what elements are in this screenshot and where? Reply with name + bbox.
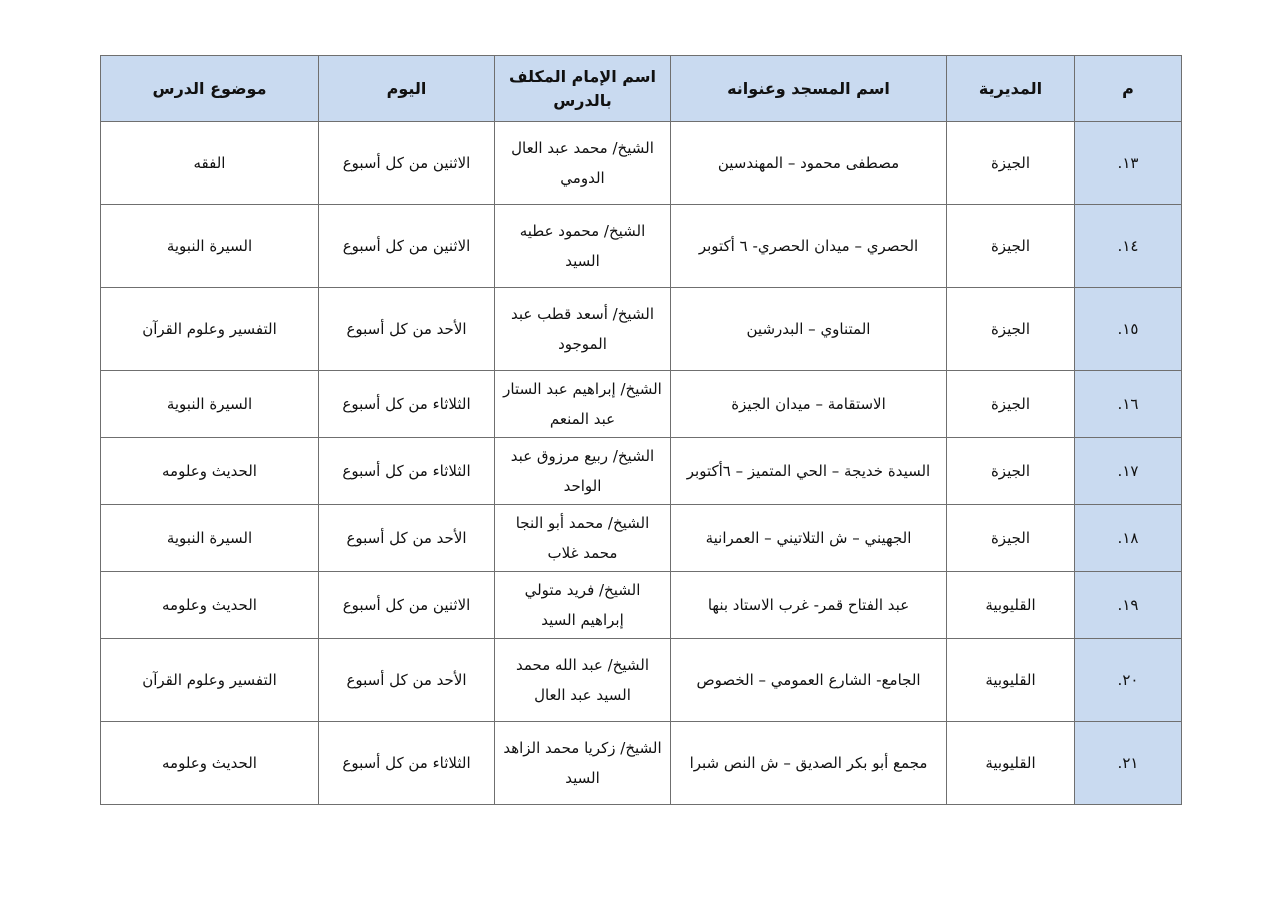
topic-cell: الحديث وعلومه	[101, 438, 319, 505]
header-topic: موضوع الدرس	[101, 56, 319, 122]
imam-cell: الشيخ/ محمود عطيه السيد	[495, 205, 671, 288]
mosque-cell: السيدة خديجة – الحي المتميز – ٦أكتوبر	[671, 438, 947, 505]
row-number: ١٩.	[1075, 572, 1182, 639]
row-number: ١٣.	[1075, 122, 1182, 205]
topic-cell: السيرة النبوية	[101, 505, 319, 572]
row-number: ١٨.	[1075, 505, 1182, 572]
imam-cell: الشيخ/ زكريا محمد الزاهد السيد	[495, 722, 671, 805]
lessons-sheet	[100, 55, 1181, 805]
topic-cell: السيرة النبوية	[101, 371, 319, 438]
row-number: ٢٠.	[1075, 639, 1182, 722]
day-cell: الاثنين من كل أسبوع	[319, 205, 495, 288]
imam-cell: الشيخ/ محمد عبد العال الدومي	[495, 122, 671, 205]
topic-cell: السيرة النبوية	[101, 205, 319, 288]
row-number: ٢١.	[1075, 722, 1182, 805]
mosque-cell: الاستقامة – ميدان الجيزة	[671, 371, 947, 438]
header-mosque: اسم المسجد وعنوانه	[671, 56, 947, 122]
table-header-row	[101, 56, 1182, 122]
mosque-cell: الجامع- الشارع العمومي – الخصوص	[671, 639, 947, 722]
imam-cell: الشيخ/ محمد أبو النجا محمد غلاب	[495, 505, 671, 572]
mosque-cell: مجمع أبو بكر الصديق – ش النص شبرا	[671, 722, 947, 805]
mosque-cell: المتناوي – البدرشين	[671, 288, 947, 371]
header-num: م	[1075, 56, 1182, 122]
mosque-cell: الحصري – ميدان الحصري- ٦ أكتوبر	[671, 205, 947, 288]
header-imam: اسم الإمام المكلف بالدرس	[495, 56, 671, 122]
directorate-cell: القليوبية	[947, 572, 1075, 639]
row-number: ١٥.	[1075, 288, 1182, 371]
header-day: اليوم	[319, 56, 495, 122]
day-cell: الثلاثاء من كل أسبوع	[319, 722, 495, 805]
imam-cell: الشيخ/ عبد الله محمد السيد عبد العال	[495, 639, 671, 722]
topic-cell: التفسير وعلوم القرآن	[101, 639, 319, 722]
row-number: ١٦.	[1075, 371, 1182, 438]
table-row	[101, 639, 1182, 722]
table-row	[101, 288, 1182, 371]
topic-cell: الفقه	[101, 122, 319, 205]
table-row	[101, 722, 1182, 805]
day-cell: الاثنين من كل أسبوع	[319, 572, 495, 639]
imam-cell: الشيخ/ إبراهيم عبد الستار عبد المنعم	[495, 371, 671, 438]
directorate-cell: الجيزة	[947, 371, 1075, 438]
directorate-cell: الجيزة	[947, 438, 1075, 505]
row-number: ١٧.	[1075, 438, 1182, 505]
table-row	[101, 572, 1182, 639]
imam-cell: الشيخ/ أسعد قطب عبد الموجود	[495, 288, 671, 371]
mosque-cell: الجهيني – ش التلاتيني – العمرانية	[671, 505, 947, 572]
day-cell: الثلاثاء من كل أسبوع	[319, 438, 495, 505]
mosque-cell: مصطفى محمود – المهندسين	[671, 122, 947, 205]
imam-cell: الشيخ/ ربيع مرزوق عبد الواحد	[495, 438, 671, 505]
directorate-cell: القليوبية	[947, 639, 1075, 722]
day-cell: الأحد من كل أسبوع	[319, 288, 495, 371]
topic-cell: الحديث وعلومه	[101, 722, 319, 805]
directorate-cell: الجيزة	[947, 288, 1075, 371]
directorate-cell: الجيزة	[947, 122, 1075, 205]
table-row	[101, 438, 1182, 505]
directorate-cell: الجيزة	[947, 205, 1075, 288]
directorate-cell: الجيزة	[947, 505, 1075, 572]
table-row	[101, 371, 1182, 438]
mosque-cell: عبد الفتاح قمر- غرب الاستاد بنها	[671, 572, 947, 639]
topic-cell: التفسير وعلوم القرآن	[101, 288, 319, 371]
day-cell: الثلاثاء من كل أسبوع	[319, 371, 495, 438]
row-number: ١٤.	[1075, 205, 1182, 288]
directorate-cell: القليوبية	[947, 722, 1075, 805]
imam-cell: الشيخ/ فريد متولي إبراهيم السيد	[495, 572, 671, 639]
table-row	[101, 122, 1182, 205]
table-row	[101, 505, 1182, 572]
day-cell: الأحد من كل أسبوع	[319, 639, 495, 722]
topic-cell: الحديث وعلومه	[101, 572, 319, 639]
lessons-table	[100, 55, 1182, 805]
table-row	[101, 205, 1182, 288]
day-cell: الأحد من كل أسبوع	[319, 505, 495, 572]
header-directorate: المديرية	[947, 56, 1075, 122]
day-cell: الاثنين من كل أسبوع	[319, 122, 495, 205]
